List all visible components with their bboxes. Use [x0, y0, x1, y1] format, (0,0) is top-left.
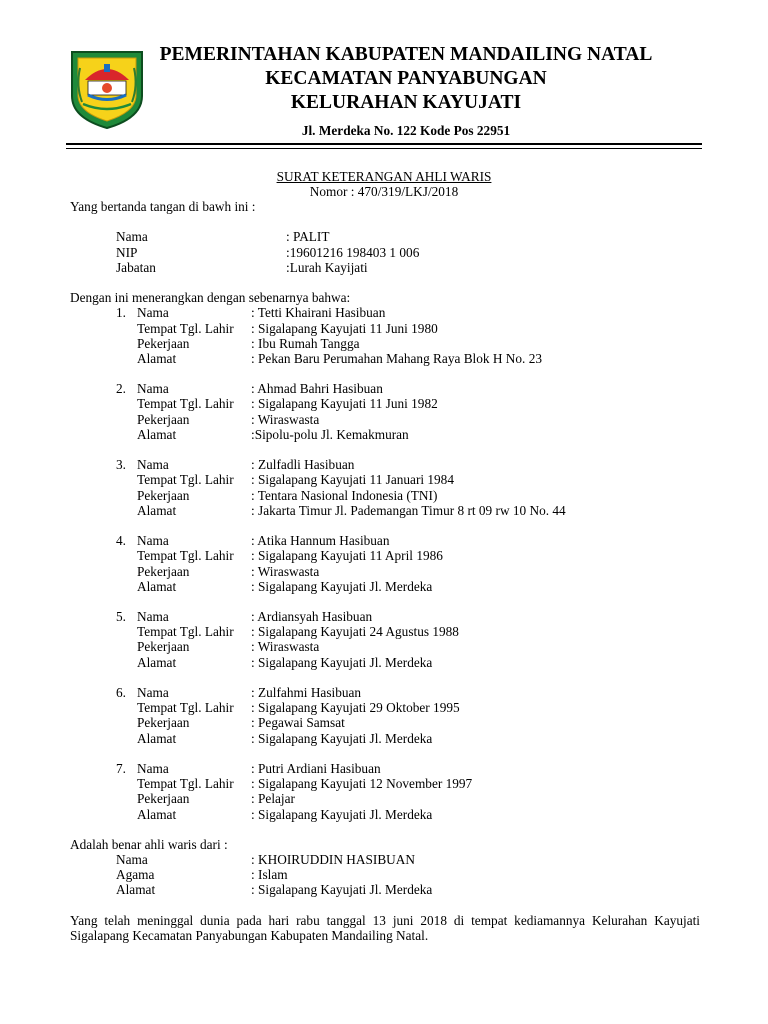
heir-row — [70, 336, 700, 351]
heir-label: Nama — [137, 533, 169, 549]
heir-value: : Putri Ardiani Hasibuan — [251, 760, 381, 776]
heir-row — [70, 381, 700, 396]
heir-value: : Pelajar — [251, 791, 295, 807]
heir-value: : Wiraswasta — [251, 563, 320, 579]
letterhead-divider-thick — [66, 143, 702, 145]
heir-label: Alamat — [137, 350, 177, 366]
document-title-block — [0, 169, 768, 199]
heir-value: : Pekan Baru Perumahan Mahang Raya Blok H No. 23 — [251, 350, 542, 366]
heir-number: 2. — [116, 381, 126, 397]
heir-number: 1. — [116, 305, 126, 321]
signatory-label: Nama — [116, 229, 148, 245]
heir-row — [70, 791, 700, 806]
heir-label: Pekerjaan — [137, 791, 190, 807]
heir-label: Alamat — [137, 730, 177, 746]
heir-label: Alamat — [137, 578, 177, 594]
heir-label: Pekerjaan — [137, 335, 190, 351]
heir-row — [70, 305, 700, 320]
signatory-label: Jabatan — [116, 259, 156, 275]
deceased-label: Alamat — [116, 882, 156, 898]
heir-entry — [70, 457, 700, 518]
heir-row — [70, 548, 700, 563]
heir-row — [70, 488, 700, 503]
heir-entry — [70, 761, 700, 822]
heir-label: Pekerjaan — [137, 715, 190, 731]
heir-entry — [70, 685, 700, 746]
heir-value: : Sigalapang Kayujati Jl. Merdeka — [251, 730, 433, 746]
letterhead — [148, 43, 664, 139]
document-body — [70, 199, 700, 943]
heir-number: 7. — [116, 760, 126, 776]
heir-row — [70, 427, 700, 442]
letterhead-district: KECAMATAN PANYABUNGAN — [265, 68, 547, 89]
heir-row — [70, 412, 700, 427]
heir-label: Alamat — [137, 426, 177, 442]
heir-label: Nama — [137, 305, 169, 321]
heir-value: : Zulfadli Hasibuan — [251, 457, 355, 473]
heir-row — [70, 457, 700, 472]
heir-value: : Wiraswasta — [251, 411, 320, 427]
closing-paragraph: Yang telah meninggal dunia pada hari rabu tanggal 13 juni 2018 di tempat kediamannya Kelurahan Kayujati Sigalapang Kecamatan Panyabungan Kabupaten Mandailing Natal. — [70, 912, 700, 944]
heir-label: Alamat — [137, 654, 177, 670]
letterhead-government: PEMERINTAHAN KABUPATEN MANDAILING NATAL — [159, 44, 653, 65]
heir-row — [70, 700, 700, 715]
heir-row — [70, 472, 700, 487]
heir-row — [70, 776, 700, 791]
heir-value: : Zulfahmi Hasibuan — [251, 685, 362, 701]
document-title: SURAT KETERANGAN AHLI WARIS — [276, 169, 492, 184]
heir-row — [70, 321, 700, 336]
heir-row — [70, 503, 700, 518]
heir-row — [70, 396, 700, 411]
heir-label: Tempat Tgl. Lahir — [137, 624, 234, 640]
heir-entry — [70, 609, 700, 670]
deceased-label: Nama — [116, 852, 148, 868]
heir-row — [70, 639, 700, 654]
signatory-value: : PALIT — [286, 229, 330, 245]
heir-row — [70, 807, 700, 822]
heir-value: : Sigalapang Kayujati Jl. Merdeka — [251, 578, 433, 594]
heir-value: :Sipolu-polu Jl. Kemakmuran — [251, 426, 409, 442]
heir-value: : Sigalapang Kayujati 29 Oktober 1995 — [251, 700, 460, 716]
heir-label: Nama — [137, 685, 169, 701]
heir-value: : Sigalapang Kayujati 11 Januari 1984 — [251, 472, 454, 488]
heir-label: Tempat Tgl. Lahir — [137, 700, 234, 716]
deceased-value: : Sigalapang Kayujati Jl. Merdeka — [251, 882, 433, 898]
letterhead-village: KELURAHAN KAYUJATI — [290, 92, 522, 113]
heir-value: : Sigalapang Kayujati 24 Agustus 1988 — [251, 624, 459, 640]
heir-entry — [70, 381, 700, 442]
heir-row — [70, 761, 700, 776]
signatory-value: :Lurah Kayijati — [286, 259, 368, 275]
heir-label: Nama — [137, 381, 169, 397]
heir-value: : Sigalapang Kayujati 12 November 1997 — [251, 776, 473, 792]
heir-label: Nama — [137, 760, 169, 776]
heir-value: : Ardiansyah Hasibuan — [251, 609, 373, 625]
heir-value: : Tetti Khairani Hasibuan — [251, 305, 386, 321]
heir-number: 3. — [116, 457, 126, 473]
heir-number: 6. — [116, 685, 126, 701]
heir-entry — [70, 305, 700, 366]
heirs-list — [70, 305, 700, 821]
heir-label: Pekerjaan — [137, 411, 190, 427]
heir-value: : Sigalapang Kayujati 11 Juni 1980 — [251, 320, 438, 336]
heir-row — [70, 564, 700, 579]
heir-number: 4. — [116, 533, 126, 549]
deceased-value: : KHOIRUDDIN HASIBUAN — [251, 852, 415, 868]
heir-row — [70, 715, 700, 730]
heir-row — [70, 685, 700, 700]
heir-label: Tempat Tgl. Lahir — [137, 548, 234, 564]
deceased-block — [70, 852, 700, 898]
heir-value: : Sigalapang Kayujati Jl. Merdeka — [251, 654, 433, 670]
intro-text: Yang bertanda tangan di bawh ini : — [70, 199, 256, 214]
heir-value: : Sigalapang Kayujati 11 April 1986 — [251, 548, 443, 564]
signatory-row — [70, 229, 700, 244]
heir-value: : Tentara Nasional Indonesia (TNI) — [251, 487, 438, 503]
heir-row — [70, 624, 700, 639]
heir-value: : Sigalapang Kayujati Jl. Merdeka — [251, 806, 433, 822]
heir-label: Pekerjaan — [137, 563, 190, 579]
statement-text: Dengan ini menerangkan dengan sebenarnya bahwa: — [70, 290, 351, 306]
heir-label: Nama — [137, 609, 169, 625]
heir-label: Nama — [137, 457, 169, 473]
heir-value: : Pegawai Samsat — [251, 715, 345, 731]
deceased-row — [70, 867, 700, 882]
heir-value: : Atika Hannum Hasibuan — [251, 533, 390, 549]
document-number: Nomor : 470/319/LKJ/2018 — [309, 184, 459, 200]
heir-value: : Wiraswasta — [251, 639, 320, 655]
deceased-value: : Islam — [251, 867, 288, 883]
deceased-intro: Adalah benar ahli waris dari : — [70, 836, 228, 852]
heir-label: Tempat Tgl. Lahir — [137, 776, 234, 792]
heir-entry — [70, 533, 700, 594]
regency-emblem-icon — [66, 46, 148, 130]
heir-value: : Ahmad Bahri Hasibuan — [251, 381, 383, 397]
signatory-block — [70, 229, 700, 275]
heir-row — [70, 609, 700, 624]
signatory-value: :19601216 198403 1 006 — [286, 244, 420, 260]
heir-value: : Jakarta Timur Jl. Pademangan Timur 8 rt 09 rw 10 No. 44 — [251, 502, 566, 518]
heir-value: : Ibu Rumah Tangga — [251, 335, 360, 351]
heir-row — [70, 579, 700, 594]
heir-row — [70, 655, 700, 670]
signatory-row — [70, 260, 700, 275]
signatory-row — [70, 245, 700, 260]
heir-label: Tempat Tgl. Lahir — [137, 320, 234, 336]
heir-label: Alamat — [137, 806, 177, 822]
heir-label: Pekerjaan — [137, 639, 190, 655]
heir-row — [70, 731, 700, 746]
deceased-label: Agama — [116, 867, 155, 883]
heir-number: 5. — [116, 609, 126, 625]
letterhead-divider-thin — [66, 148, 702, 149]
signatory-label: NIP — [116, 244, 138, 260]
deceased-row — [70, 852, 700, 867]
deceased-row — [70, 882, 700, 897]
heir-value: : Sigalapang Kayujati 11 Juni 1982 — [251, 396, 438, 412]
heir-label: Alamat — [137, 502, 177, 518]
heir-row — [70, 533, 700, 548]
heir-label: Pekerjaan — [137, 487, 190, 503]
heir-row — [70, 351, 700, 366]
heir-label: Tempat Tgl. Lahir — [137, 472, 234, 488]
letterhead-address: Jl. Merdeka No. 122 Kode Pos 22951 — [301, 123, 511, 138]
heir-label: Tempat Tgl. Lahir — [137, 396, 234, 412]
